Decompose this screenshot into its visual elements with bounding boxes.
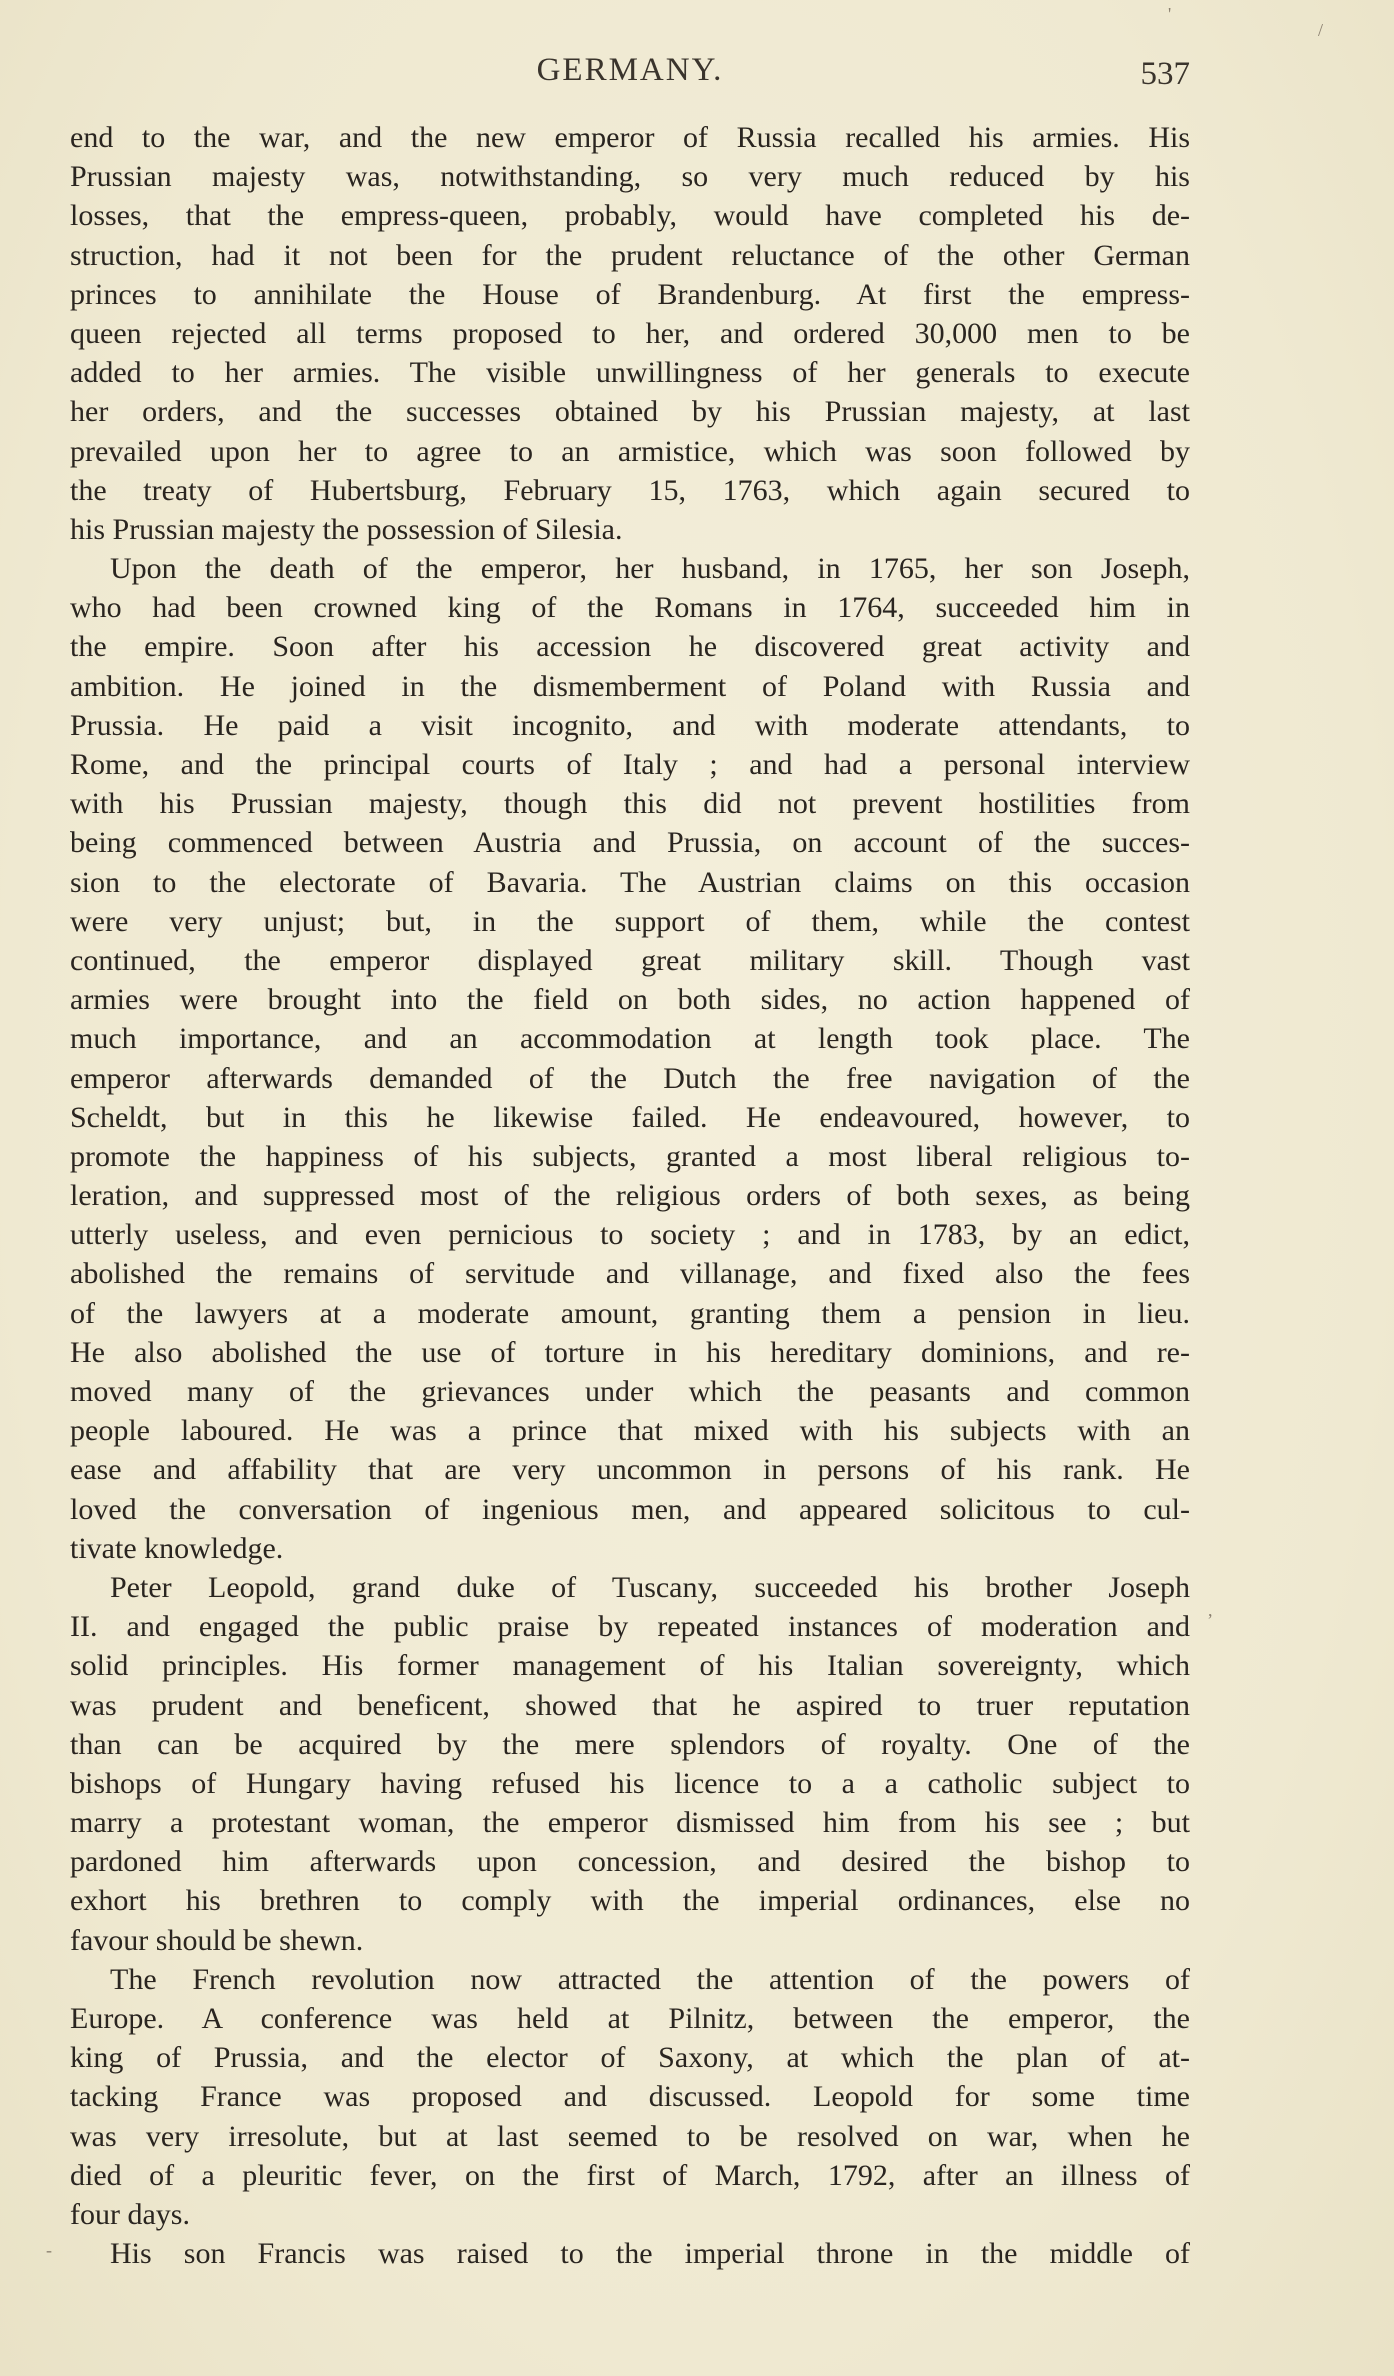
text-line: king of Prussia, and the elector of Saxony, at which the plan of at-	[70, 2041, 1190, 2075]
text-line: four days.	[70, 2197, 190, 2231]
text-line: armies were brought into the field on both sides, no action happened of	[70, 983, 1190, 1017]
text-line: who had been crowned king of the Romans in 1764, succeeded him in	[70, 591, 1190, 625]
text-line: much importance, and an accommodation at length took place. The	[70, 1022, 1190, 1056]
text-line: Europe. A conference was held at Pilnitz, between the emperor, the	[70, 2002, 1190, 2035]
text-line: than can be acquired by the mere splendors of royalty. One of the	[70, 1727, 1190, 1761]
text-line: struction, had it not been for the prudent reluctance of the other German	[70, 238, 1190, 272]
page-number: 537	[1140, 56, 1190, 92]
text-line: Scheldt, but in this he likewise failed. He endeavoured, however, to	[70, 1100, 1190, 1134]
text-line: was very irresolute, but at last seemed to be resolved on war, when he	[70, 2119, 1190, 2153]
paper-speck: -	[46, 2240, 52, 2260]
paper-speck: ,	[1208, 1600, 1213, 1620]
text-line: pardoned him afterwards upon concession, and desired the bishop to	[70, 1845, 1190, 1879]
text-line: II. and engaged the public praise by repeated instances of moderation and	[70, 1610, 1190, 1644]
text-line: end to the war, and the new emperor of Russia recalled his armies. His	[70, 121, 1190, 154]
text-line: added to her armies. The visible unwillingness of her generals to execute	[70, 356, 1190, 390]
text-line: Prussian majesty was, notwithstanding, so very much reduced by his	[70, 160, 1190, 194]
text-line: promote the happiness of his subjects, granted a most liberal religious to-	[70, 1139, 1190, 1173]
text-line: people laboured. He was a prince that mixed with his subjects with an	[70, 1414, 1190, 1448]
text-line: with his Prussian majesty, though this did not prevent hostilities from	[70, 787, 1190, 821]
text-line: ambition. He joined in the dismemberment of Poland with Russia and	[70, 669, 1190, 703]
text-line: tivate knowledge.	[70, 1531, 284, 1565]
text-line: The French revolution now attracted the attention of the powers of	[110, 1962, 1190, 1996]
text-line: abolished the remains of servitude and villanage, and fixed also the fees	[70, 1257, 1190, 1291]
text-line: queen rejected all terms proposed to her, and ordered 30,000 men to be	[70, 316, 1190, 350]
text-line: was prudent and beneficent, showed that he aspired to truer reputation	[70, 1688, 1190, 1722]
text-line: of the lawyers at a moderate amount, granting them a pension in lieu.	[70, 1296, 1190, 1330]
text-line: solid principles. His former management of his Italian sovereignty, which	[70, 1649, 1190, 1683]
text-line: emperor afterwards demanded of the Dutch the free navigation of the	[70, 1061, 1190, 1095]
text-line: prevailed upon her to agree to an armistice, which was soon followed by	[70, 434, 1190, 468]
text-line: continued, the emperor displayed great military skill. Though vast	[70, 943, 1190, 977]
text-line: the empire. Soon after his accession he discovered great activity and	[70, 630, 1190, 664]
text-line: princes to annihilate the House of Brandenburg. At first the empress-	[70, 277, 1190, 311]
text-line: marry a protestant woman, the emperor dismissed him from his see ; but	[70, 1806, 1190, 1840]
text-line: moved many of the grievances under which the peasants and common	[70, 1375, 1190, 1408]
text-line: He also abolished the use of torture in his hereditary dominions, and re-	[70, 1335, 1190, 1369]
text-line: tacking France was proposed and discussed. Leopold for some time	[70, 2080, 1190, 2114]
text-line: loved the conversation of ingenious men, and appeared solicitous to cul-	[70, 1492, 1190, 1526]
text-line: Rome, and the principal courts of Italy ; and had a personal interview	[70, 748, 1190, 781]
text-line: favour should be shewn.	[70, 1923, 364, 1957]
text-line: the treaty of Hubertsburg, February 15, 1763, which again secured to	[70, 473, 1190, 507]
text-line: exhort his brethren to comply with the imperial ordinances, else no	[70, 1884, 1190, 1918]
text-line: Peter Leopold, grand duke of Tuscany, succeeded his brother Joseph	[110, 1570, 1190, 1604]
text-line: leration, and suppressed most of the religious orders of both sexes, as being	[70, 1179, 1190, 1213]
paper-speck: '	[1168, 4, 1172, 24]
text-line: utterly useless, and even pernicious to society ; and in 1783, by an edict,	[70, 1218, 1190, 1252]
text-line: losses, that the empress-queen, probably, would have completed his de-	[70, 199, 1190, 233]
text-line: being commenced between Austria and Prussia, on account of the succes-	[70, 826, 1190, 860]
paper-speck: /	[1318, 20, 1324, 40]
body-text	[70, 118, 1190, 2273]
text-line: Upon the death of the emperor, her husband, in 1765, her son Joseph,	[110, 552, 1190, 586]
text-line: died of a pleuritic fever, on the first of March, 1792, after an illness of	[70, 2158, 1190, 2192]
text-line: Prussia. He paid a visit incognito, and with moderate attendants, to	[70, 708, 1190, 742]
text-line: His son Francis was raised to the imperial throne in the middle of	[110, 2237, 1190, 2271]
text-line: sion to the electorate of Bavaria. The Austrian claims on this occasion	[70, 865, 1190, 899]
text-line: were very unjust; but, in the support of them, while the contest	[70, 904, 1190, 938]
text-line: bishops of Hungary having refused his licence to a a catholic subject to	[70, 1766, 1190, 1800]
text-line: her orders, and the successes obtained by his Prussian majesty, at last	[70, 395, 1190, 429]
running-title: GERMANY.	[536, 52, 724, 88]
text-line: ease and affability that are very uncommon in persons of his rank. He	[70, 1453, 1190, 1487]
text-line: his Prussian majesty the possession of Silesia.	[70, 512, 623, 546]
page-header	[70, 52, 1190, 102]
